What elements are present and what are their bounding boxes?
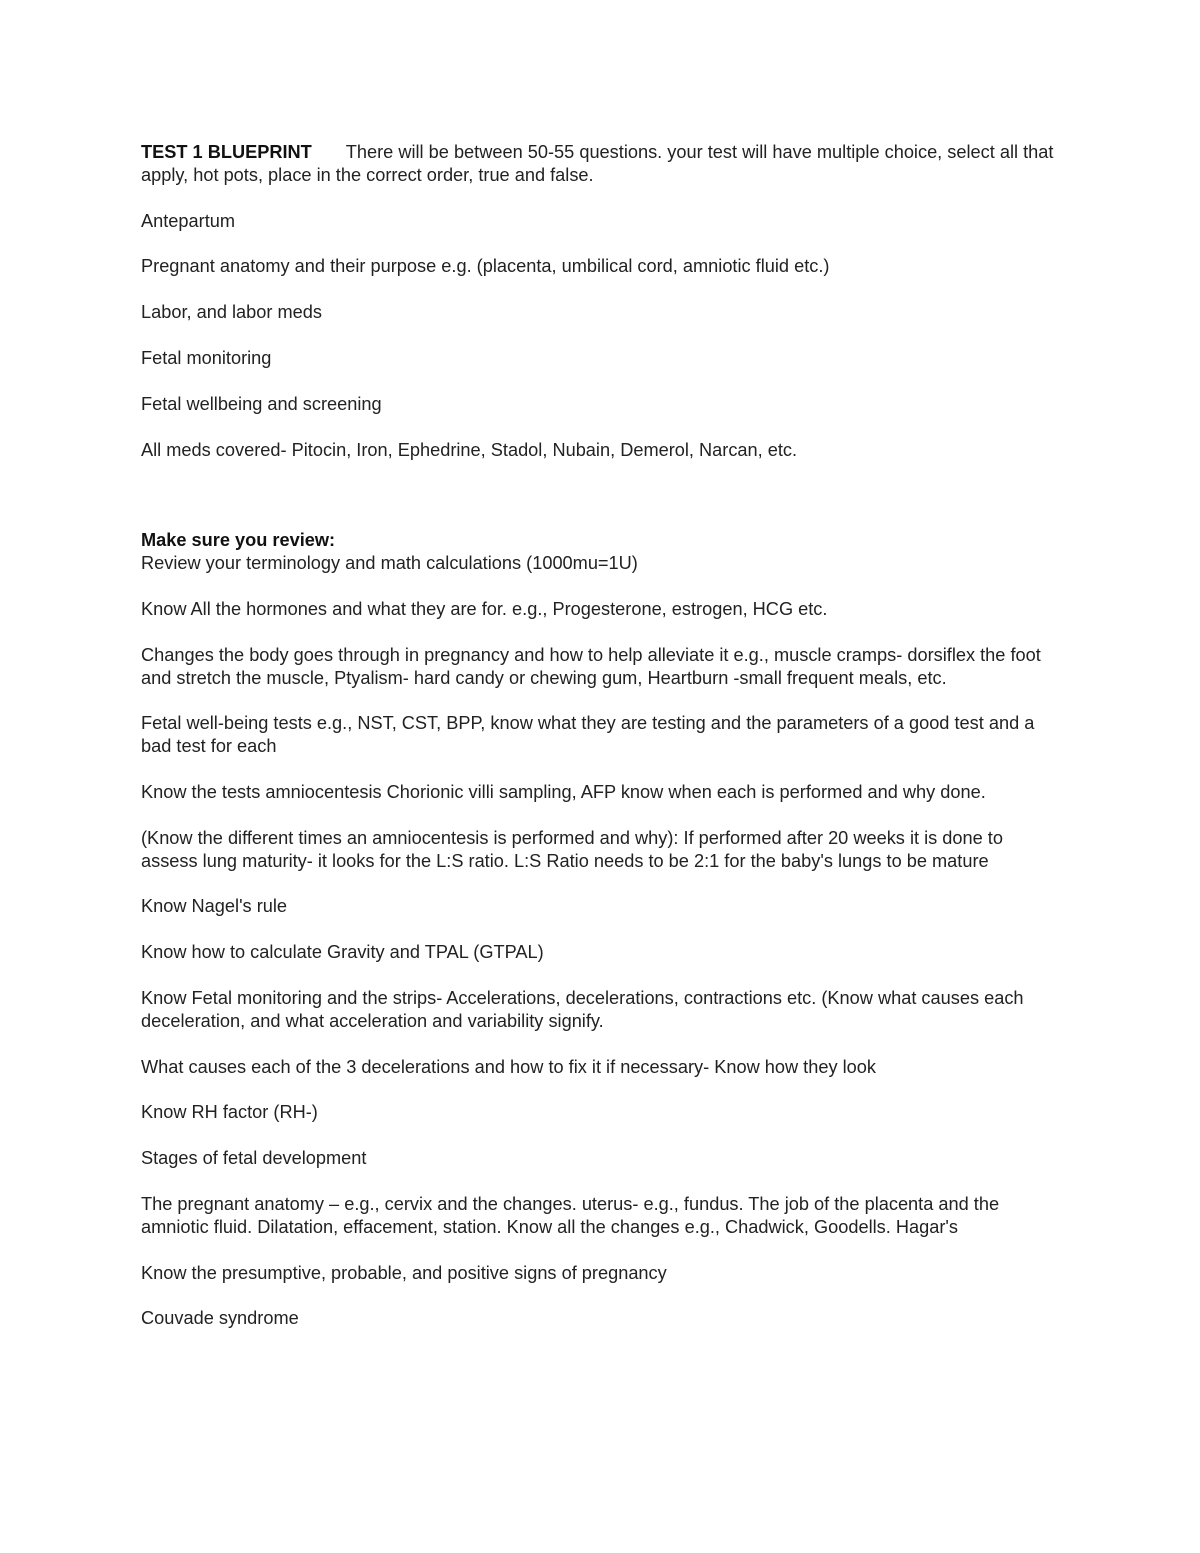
review-heading: Make sure you review: <box>141 530 336 551</box>
topic-line: All meds covered- Pitocin, Iron, Ephedrine, Stadol, Nubain, Demerol, Narcan, etc. <box>141 439 798 460</box>
document-title: TEST 1 BLUEPRINT <box>141 142 312 162</box>
review-item: Know the tests amniocentesis Chorionic villi sampling, AFP know when each is performed and why done. <box>141 781 986 802</box>
review-item: Review your terminology and math calculations (1000mu=1U) <box>141 553 638 574</box>
review-item: Know how to calculate Gravity and TPAL (GTPAL) <box>141 942 544 963</box>
review-item: Know RH factor (RH-) <box>141 1102 318 1123</box>
intro-text: There will be between 50-55 questions. your test will have multiple choice, select all that apply, hot pots, place in the correct order, true and false. <box>141 142 1054 185</box>
review-item: (Know the different times an amniocentesis is performed and why): If performed after 20 weeks it is done to assess lung maturity- it looks for the L:S ratio. L:S Ratio needs to be 2:1 for the baby's lungs to be mature <box>141 827 1003 871</box>
topic-line: Antepartum <box>141 210 236 231</box>
review-item: What causes each of the 3 decelerations and how to fix it if necessary- Know how they look <box>141 1056 876 1077</box>
review-item: Couvade syndrome <box>141 1308 299 1329</box>
document-page <box>141 141 1061 1330</box>
review-item: Stages of fetal development <box>141 1148 367 1169</box>
review-item: Fetal well-being tests e.g., NST, CST, BPP, know what they are testing and the parameters of a good test and a bad test for each <box>141 713 1035 757</box>
header-paragraph <box>141 141 1061 187</box>
review-item: Know All the hormones and what they are for. e.g., Progesterone, estrogen, HCG etc. <box>141 598 828 619</box>
topic-line: Fetal monitoring <box>141 347 272 368</box>
review-item: Know the presumptive, probable, and positive signs of pregnancy <box>141 1262 667 1283</box>
topic-line: Labor, and labor meds <box>141 302 322 323</box>
topic-line: Fetal wellbeing and screening <box>141 393 382 414</box>
review-item: The pregnant anatomy – e.g., cervix and the changes. uterus- e.g., fundus. The job of the placenta and the amniotic fluid. Dilatation, effacement, station. Know all the changes e.g., Chadwick, Goodells. Hagar's <box>141 1193 1000 1237</box>
review-item: Know Nagel's rule <box>141 896 288 917</box>
topic-line: Pregnant anatomy and their purpose e.g. (placenta, umbilical cord, amniotic fluid etc.) <box>141 256 830 277</box>
review-item: Changes the body goes through in pregnancy and how to help alleviate it e.g., muscle cramps- dorsiflex the foot and stretch the muscle, Ptyalism- hard candy or chewing gum, Heartburn -small frequent meals, etc. <box>141 644 1041 688</box>
review-item: Know Fetal monitoring and the strips- Accelerations, decelerations, contractions etc. (Know what causes each deceleration, and what acceleration and variability signify. <box>141 987 1024 1031</box>
